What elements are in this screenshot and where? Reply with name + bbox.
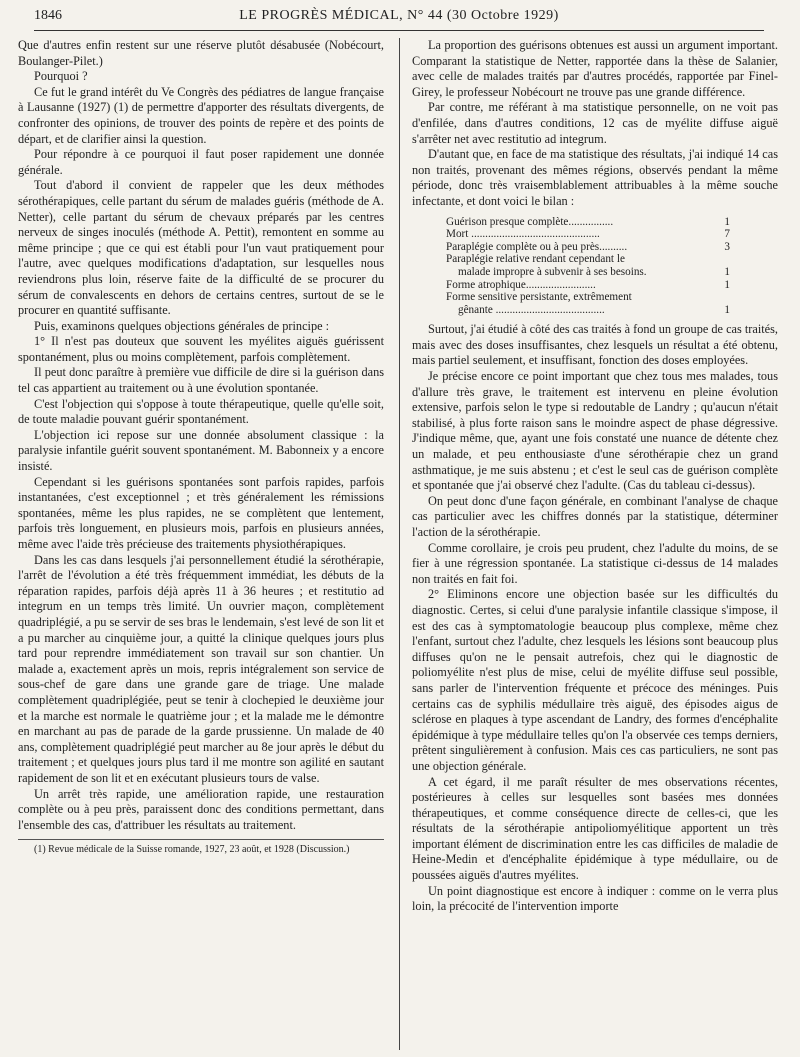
- table-row: [446, 304, 730, 317]
- paragraph: Comme corollaire, je crois peu prudent, chez l'adulte du moins, de se fier à une régression spontanée. La statistique ci-dessus de 14 malades non traités en fait foi.: [412, 540, 778, 586]
- paragraph: Dans les cas dans lesquels j'ai personnellement étudié la sérothérapie, l'arrêt de l'évolution a été très fréquemment immédiat, les débuts de la réparation rapides, parfois déjà après 11 à 36 heures ; et restitutio ad integrum en un temps très limité. Un ouvrier maçon, complètement quadriplégié, a pu se servir de ses bras le lendemain, s'est levé de son lit et a pu marcher au cinquième jour, a quitté la clinique quelques jours plus tard pour reprendre immédiatement son travail sur son chantier. Un malade a, exactement après un mois, repris intégralement son service de sous-chef de gare dans une grande gare de triage. Une malade complètement quadriplégiée, peut se tenir à clochepied le deuxième jour et la marche est normale le quatrième jour ; et la malade me le démontre en marchant au pas de parade de la garde prussienne. Un malade de 40 ans, complètement quadriplégié peut marcher au 8e jour après le début du traitement ; et quelques jours plus tard il me montre son agilité en sautant rapidement de son lit et en exécutant plusieurs tours de valse.: [18, 552, 384, 785]
- table-row: [446, 241, 730, 254]
- table-row: [446, 228, 730, 241]
- footnote-rule: [18, 839, 384, 840]
- paragraph: Puis, examinons quelques objections générales de principe :: [34, 318, 330, 333]
- table-value: 1: [724, 215, 730, 228]
- paragraph: Il peut donc paraître à première vue difficile de dire si la guérison dans tel cas appartient au traitement ou à une évolution spontanée.: [18, 365, 384, 396]
- paragraph: Cependant si les guérisons spontanées sont parfois rapides, parfois instantanées, c'est exceptionnel ; et très généralement les rémissions spontanées, même les plus rapides, ne se complètent que lentement, parfois très longuement, en plusieurs mois, parfois en plusieurs années, même avec l'aide très précieuse des traitements physiothérapiques.: [18, 474, 384, 551]
- table-row: [446, 216, 730, 229]
- paragraph: On peut donc d'une façon générale, en combinant l'analyse de chaque cas particulier avec les chiffres donnés par la statistique, déterminer l'action de la sérothérapie.: [412, 493, 778, 539]
- table-label: Guérison presque complète................: [446, 215, 614, 228]
- table-label: gênante .......................................: [458, 303, 605, 316]
- paragraph: Surtout, j'ai étudié à côté des cas traités à fond un groupe de cas traités, mais avec des doses insuffisantes, chez lesquels un résultat a été obtenu, mais partiel seulement, et insuffisant, fonction des doses employées.: [412, 322, 778, 368]
- running-header: [34, 8, 764, 30]
- table-row: [446, 279, 730, 292]
- table-label: Paraplégie relative rendant cependant le: [446, 253, 625, 266]
- paragraph: L'objection ici repose sur une donnée absolument classique : la paralysie infantile guérit souvent spontanément. M. Babonneix y a encore insisté.: [18, 427, 384, 474]
- paragraph: Pour répondre à ce pourquoi il faut poser rapidement une donnée générale.: [18, 147, 384, 177]
- paragraph: Par contre, me référant à ma statistique personnelle, on ne voit pas d'enfilée, dans d'autres conditions, 12 cas de myélite diffuse aiguë s'arrêter net avec restitutio ad integrum.: [412, 100, 778, 146]
- table-value: [708, 253, 730, 266]
- table-label: Forme atrophique.........................: [446, 278, 596, 291]
- table-value: 1: [724, 303, 730, 316]
- table-label: Forme sensitive persistante, extrêmement: [446, 291, 632, 304]
- paragraph: La proportion des guérisons obtenues est aussi un argument important. Comparant la statistique de Netter, rapportée dans la thèse de Salanier, avec celle de malades traités par d'autres procédés, rapportée par Finel-Girey, le professeur Nobécourt ne trouve pas une grande différence.: [412, 38, 778, 99]
- table-value: 1: [724, 278, 730, 291]
- paragraph: Un arrêt très rapide, une amélioration rapide, une restauration complète ou à peu près, paraissent donc des conditions permettant, dans l'ensemble des cas, d'attribuer les résultats au traitement.: [18, 786, 384, 832]
- table-value: 7: [724, 228, 730, 241]
- outcome-table: [446, 216, 730, 317]
- paragraph: Que d'autres enfin restent sur une réserve plutôt désabusée (Nobécourt, Boulanger-Pilet.): [18, 38, 384, 68]
- paragraph: 1° Il n'est pas douteux que souvent les myélites aiguës guérissent spontanément, plus ou moins complètement, parfois complètement.: [18, 334, 384, 364]
- paragraph: A cet égard, il me paraît résulter de mes observations récentes, postérieures à celles sur lesquelles sont basées mes données thérapeutiques, et comme conséquence directe de celles-ci, que les résultats de la sérothérapie antipoliomyélitique apportent un très important élément de discrimination entre les cas difficiles de maladie de Heine-Medin et d'encéphalite épidémique à type médullaire, ou de poussées aiguës d'autres myélites.: [412, 774, 778, 883]
- page-number: 1846: [34, 8, 62, 23]
- table-value: 3: [724, 240, 730, 253]
- journal-title: LE PROGRÈS MÉDICAL, N° 44 (30 Octobre 1929): [239, 8, 559, 23]
- paragraph: Je précise encore ce point important que chez tous mes malades, tous d'allure très grave, le traitement est intervenu en pleine évolution extensive, parfois selon le type si redoutable de Landry ; qu'aucun n'était stabilisé, à plus forte raison sans le moindre aspect de phase dégressive. J'indique même, que, ayant une fois constaté une nuance de détente chez un malade, et peu enthousiaste d'une sérothérapie chez un grand asthmatique, je me suis abstenu ; et c'est le seul cas de guérison complète et spontanée que j'ai observé chez l'adulte. (Cas du tableau ci-dessus).: [412, 369, 778, 493]
- paragraph: Ce fut le grand intérêt du Ve Congrès des pédiatres de langue française à Lausanne (1927) (1) de permettre d'apporter des résultats divergents, de confronter des opinions, de trouver des points de repère et des points de départ, et de clarifier ainsi la question.: [18, 84, 384, 146]
- right-column: [412, 38, 778, 915]
- table-row: [446, 266, 730, 279]
- table-value: [708, 291, 730, 304]
- footnote: (1) Revue médicale de la Suisse romande, 1927, 23 août, et 1928 (Discussion.): [34, 844, 350, 856]
- table-value: 1: [724, 265, 730, 278]
- table-row: [446, 291, 730, 304]
- header-rule: [34, 30, 764, 31]
- table-label: Mort ..............................................: [446, 228, 600, 241]
- paragraph: Pourquoi ?: [34, 69, 88, 84]
- paragraph: D'autant que, en face de ma statistique des résultats, j'ai indiqué 14 cas non traités, provenant des mêmes régions, observés pendant la même période, donc très vraisemblablement attribuables à la même souche infectante, et dont voici le bilan :: [412, 147, 778, 208]
- paragraph: Un point diagnostique est encore à indiquer : comme on le verra plus loin, la précocité de l'intervention importe: [412, 883, 778, 914]
- column-divider: [399, 38, 400, 1050]
- table-label: Paraplégie complète ou à peu près..........: [446, 240, 628, 253]
- table-row: [446, 253, 730, 266]
- paragraph: C'est l'objection qui s'oppose à toute thérapeutique, quelle qu'elle soit, de toute maladie pouvant guérir spontanément.: [18, 396, 384, 427]
- table-label: malade impropre à subvenir à ses besoins.: [458, 265, 647, 278]
- paragraph: Tout d'abord il convient de rappeler que les deux méthodes sérothérapiques, celle partant du sérum de malades guéris (méthode de A. Netter), celle partant du sérum de chevaux préparés par les centres nerveux de singes inoculés (méthode A. Pettit), remontent en somme au même principe ; que ce qui est établi pour l'un vaut pratiquement pour l'autre, avec quelques modifications d'adaptation, sur lesquelles nous reviendrons plus loin, réserve faite de la difficulté de se procurer du sérum de convalescents en dehors de certains centres, surtout de se le procurer en quantité suffisante.: [18, 178, 384, 318]
- left-column: [18, 38, 384, 856]
- paragraph: 2° Eliminons encore une objection basée sur les difficultés du diagnostic. Certes, si celui d'une paralysie infantile classique s'impose, il est des cas à symptomatologie beaucoup plus complexe, même chez l'enfant, surtout chez l'adulte, chez lesquels les lésions sont beaucoup plus diffuses qu'on ne le pensait autrefois, chez qui le diagnostic de poliomyélite n'est plus de mise, celui de myélite diffuse seul possible, sans parler de l'intervention fréquente et précoce des méninges. Puis certains cas de syphilis médullaire très aiguë, des épisodes aigus de sclérose en plaques à type ascendant de Landry, des formes d'encéphalite épidémique à type médullaire telles qu'on l'a observée ces temps derniers, prêtent singulièrement à confusion. Mais ces cas particuliers, ne sont pas une objection générale.: [412, 587, 778, 773]
